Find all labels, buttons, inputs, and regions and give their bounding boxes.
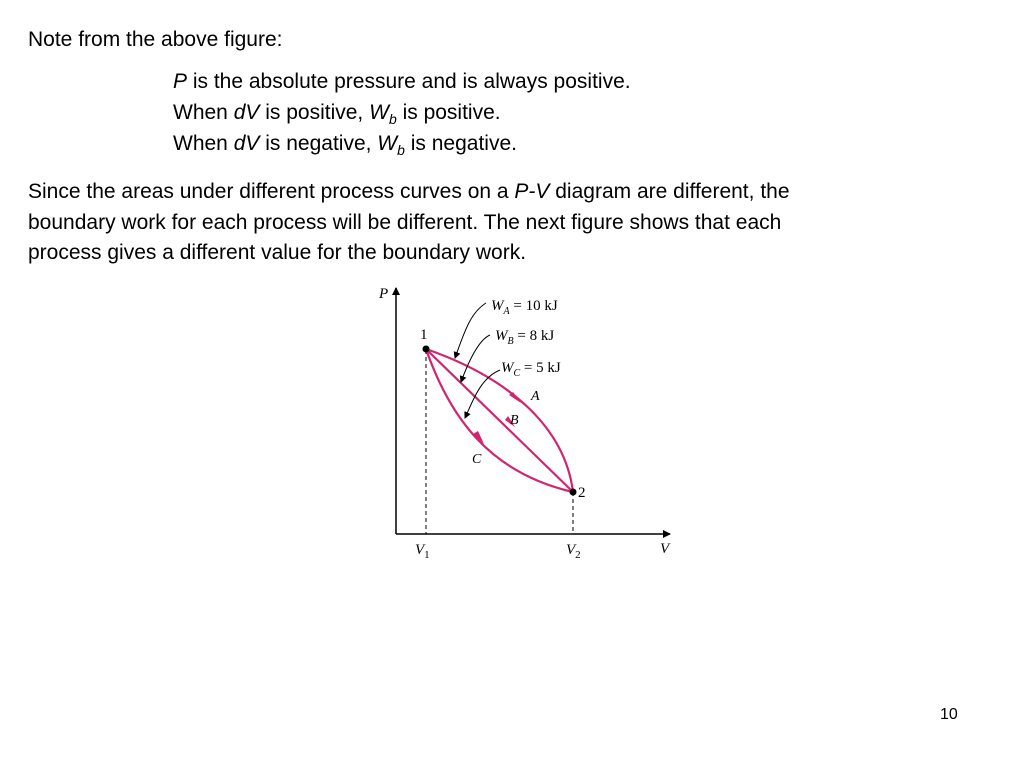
dv-symbol: dV: [233, 132, 260, 155]
state-point-1: [423, 346, 430, 353]
v1-label: $V_1$: [415, 542, 430, 561]
note-line-positive: [173, 97, 631, 128]
paragraph-line-1: [28, 177, 790, 208]
work-label-c: $W_C = 5$ kJ: [501, 360, 561, 379]
curve-a-label: A: [531, 389, 540, 404]
note-line-negative: [173, 128, 631, 159]
work-label-b: $W_B = 8$ kJ: [495, 328, 555, 347]
wb-subscript: b: [388, 111, 397, 128]
when-text: When: [173, 132, 234, 155]
p-axis-label: P: [379, 286, 389, 302]
state-point-2: [570, 489, 577, 496]
leader-wc: [465, 370, 500, 418]
state-1-label: 1: [420, 327, 428, 343]
state-2-label: 2: [578, 485, 586, 501]
v-axis-label: V: [660, 541, 670, 557]
page-number: 10: [940, 706, 958, 723]
paragraph-text: diagram are different, the: [549, 180, 790, 203]
dv-symbol: dV: [233, 101, 260, 124]
condition-text: is negative,: [259, 132, 378, 155]
note-heading: Note from the above figure:: [28, 28, 283, 51]
result-text: is negative.: [404, 132, 517, 155]
note-line-pressure: [173, 66, 631, 97]
note-list: [173, 66, 631, 159]
paragraph-line-2: boundary work for each process will be different. The next figure shows that each: [28, 210, 782, 234]
wb-subscript: b: [397, 142, 405, 159]
explanation-paragraph: [28, 177, 790, 269]
paragraph-line-3: process gives a different value for the boundary work.: [28, 241, 527, 264]
wb-symbol: W: [377, 132, 398, 155]
when-text: When: [173, 101, 234, 124]
wb-symbol: W: [369, 101, 389, 124]
pv-diagram: [360, 278, 690, 568]
v2-label: $V_2$: [566, 542, 581, 561]
result-text: is positive.: [396, 101, 501, 124]
pressure-symbol: P: [173, 70, 188, 93]
condition-text: is positive,: [259, 101, 370, 124]
work-label-a: $W_A = 10$ kJ: [491, 298, 558, 317]
leader-wa: [455, 303, 486, 358]
pv-symbol: P-V: [514, 180, 550, 203]
paragraph-text: Since the areas under different process curves on a: [28, 180, 515, 203]
curve-b-label: B: [510, 413, 519, 428]
curve-c-label: C: [472, 452, 482, 467]
pressure-note: is the absolute pressure and is always positive.: [187, 70, 631, 93]
